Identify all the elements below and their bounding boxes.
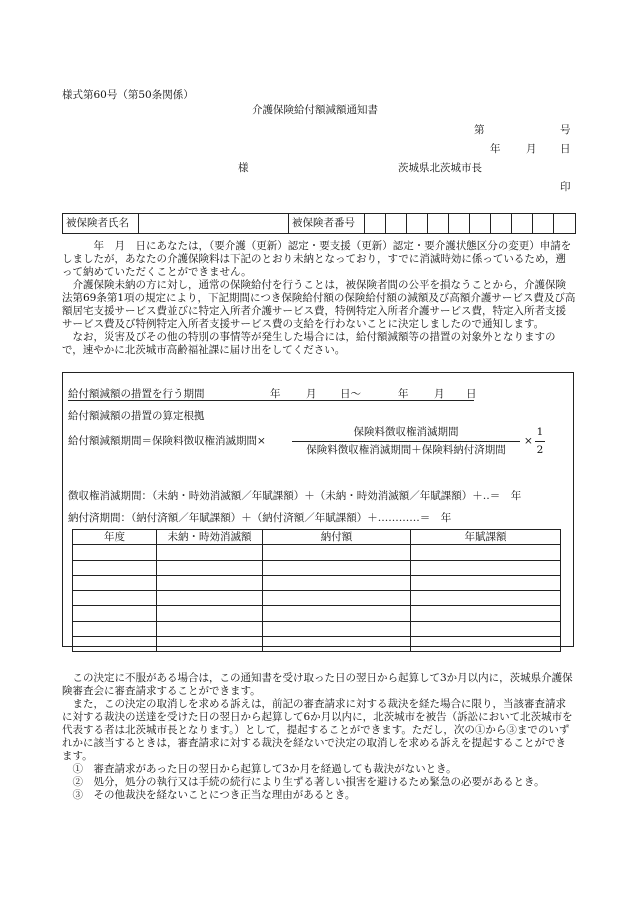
addressee-suffix: 様: [238, 162, 249, 174]
appeal-section: [62, 672, 576, 802]
formula-times: ×: [524, 435, 533, 447]
table-cell: [263, 560, 411, 575]
table-cell: [263, 575, 411, 590]
formula-denominator: 保険料徴収権消滅期間＋保険料納付済期間: [306, 444, 506, 456]
table-cell: [73, 575, 157, 590]
formula-numerator: 保険料徴収権消滅期間: [353, 426, 459, 438]
period-label: 給付額減額の措置を行う期間: [68, 388, 205, 400]
appeal-paragraph: また，この決定の取消しを求める訴えは，前記の審査請求に対する裁決を経た場合に限り，当該審査請求に対する裁決の送達を受けた日の翌日から起算して6か月以内に，北茨城市を被告（訴訟において北茨城市を代表する者は北茨城市長となります。）として，提起することができます。ただし，次の①から③までのいずれかに該当するときは，審査請求に対する裁決を経ないで決定の取消しを求める訴えを提起することができます。: [62, 698, 573, 762]
table-cell: [157, 606, 263, 621]
table-cell: [73, 606, 157, 621]
table-cell: [157, 545, 263, 560]
table-cell: [263, 637, 411, 652]
insured-number-digit: [365, 214, 386, 234]
period-month-start: 月: [306, 388, 317, 400]
half-numerator: 1: [536, 426, 544, 438]
table-row: [73, 637, 561, 652]
table-cell: [263, 545, 411, 560]
notice-body: [62, 240, 576, 357]
insured-info-table: [62, 213, 576, 234]
table-row: [73, 575, 561, 590]
table-cell: [411, 545, 561, 560]
insured-number-label: 被保険者番号: [289, 214, 365, 234]
insured-number-digit: [428, 214, 449, 234]
table-cell: [411, 575, 561, 590]
document-number-suffix: 号: [560, 124, 571, 136]
issuer-name: 茨城県北茨城市長: [398, 162, 482, 174]
basis-title: 給付額減額の措置の算定根拠: [68, 410, 205, 422]
table-cell: [157, 621, 263, 636]
table-cell: [263, 591, 411, 606]
table-cell: [263, 606, 411, 621]
table-cell: [157, 591, 263, 606]
insured-number-digit: [512, 214, 533, 234]
appeal-paragraph: この決定に不服がある場合は，この通知書を受け取った日の翌日から起算して3か月以内に，茨城県介護保険審査会に審査請求することができます。: [62, 672, 573, 697]
condition-item: ① 審査請求があった日の翌日から起算して3か月を経過しても裁決がないとき。: [72, 763, 457, 775]
column-header: 年賦課額: [411, 530, 561, 545]
formula-left: 給付額減額期間＝保険料徴収権消滅期間×: [68, 435, 266, 447]
period-day-end: 日: [466, 388, 477, 400]
payment-history-table: [72, 529, 561, 652]
table-cell: [411, 606, 561, 621]
insured-number-digit: [470, 214, 491, 234]
fraction-bar: [292, 441, 520, 442]
table-cell: [73, 560, 157, 575]
body-paragraph: なお，災害及びその他の特別の事情等が発生した場合には，給付額減額等の措置の対象外となりますので，速やかに北茨城市高齢福祉課に届け出をしてください。: [62, 331, 556, 356]
document-title: 介護保険給付額減額通知書: [252, 104, 378, 116]
expiry-formula: 徴収権消滅期間：（未納・時効消滅額／年賦課額）＋（未納・時効消滅額／年賦課額）＋‥＝ 年: [68, 490, 522, 502]
body-paragraph: 介護保険未納の方に対し，通常の保険給付を行うことは，被保険者間の公平を損なうことから，介護保険法第69条第1項の規定により，下記期間につき保険給付額の保険給付額の減額及び高額介護サービス費及び高額居宅支援サービス費並びに特定入所者介護サービス費，特例特定入所者介護サービス費，特定入所者支援サービス費及び特例特定入所者支援サービス費の支給を行わないことに決定しましたので通知します。: [62, 279, 576, 330]
table-row: [73, 545, 561, 560]
table-cell: [73, 621, 157, 636]
insured-number-digit: [386, 214, 407, 234]
date-month: 月: [526, 143, 537, 155]
date-year: 年: [490, 143, 501, 155]
column-header: 未納・時効消滅額: [157, 530, 263, 545]
period-month-end: 月: [434, 388, 445, 400]
table-cell: [411, 591, 561, 606]
seal-mark: 印: [560, 181, 571, 193]
column-header: 納付額: [263, 530, 411, 545]
insured-number-digit: [554, 214, 576, 234]
table-row: [73, 591, 561, 606]
table-cell: [157, 575, 263, 590]
insured-name-cell: [139, 214, 289, 234]
table-cell: [411, 560, 561, 575]
table-cell: [157, 637, 263, 652]
form-number: 様式第60号（第50条関係）: [62, 89, 194, 101]
table-cell: [157, 560, 263, 575]
body-paragraph: 年 月 日にあなたは，（要介護（更新）認定・要支援（更新）認定・要介護状態区分の変更）申請をしましたが，あなたの介護保険料は下記のとおり未納となっており，すでに消滅時効に係っているため，遡って納めていただくことができません。: [62, 240, 572, 278]
table-row: [73, 606, 561, 621]
half-bar: [535, 441, 545, 442]
table-cell: [73, 591, 157, 606]
insured-number-digit: [491, 214, 512, 234]
table-header-row: [73, 530, 561, 545]
document-number-label: 第: [474, 124, 485, 136]
table-row: [73, 621, 561, 636]
column-header: 年度: [73, 530, 157, 545]
condition-item: ③ その他裁決を経ないことにつき正当な理由があるとき。: [72, 789, 356, 801]
period-year-end: 年: [398, 388, 409, 400]
insured-number-digit: [449, 214, 470, 234]
insured-number-digit: [407, 214, 428, 234]
table-cell: [73, 637, 157, 652]
condition-item: ② 処分，処分の執行又は手続の続行により生ずる著しい損害を避けるため緊急の必要があるとき。: [72, 776, 545, 788]
date-day: 日: [560, 143, 571, 155]
period-year-start: 年: [270, 388, 281, 400]
table-cell: [263, 621, 411, 636]
half-denominator: 2: [536, 444, 544, 456]
table-cell: [411, 621, 561, 636]
table-row: [73, 560, 561, 575]
table-cell: [73, 545, 157, 560]
insured-number-digit: [533, 214, 554, 234]
insured-name-label: 被保険者氏名: [63, 214, 139, 234]
paid-formula: 納付済期間：（納付済額／年賦課額）＋（納付済額／年賦課額）＋…………＝ 年: [68, 512, 452, 524]
table-cell: [411, 637, 561, 652]
period-day-start: 日〜: [340, 388, 361, 400]
